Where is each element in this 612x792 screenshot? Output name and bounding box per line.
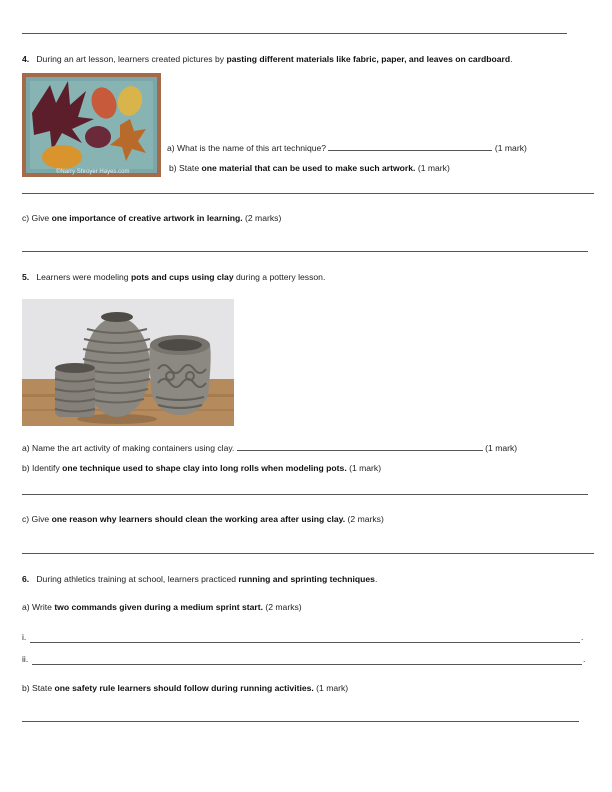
q4-c-bold: one importance of creative artwork in learning.	[51, 213, 243, 223]
q4-b-pre: b) State	[169, 163, 202, 173]
q5-c-marks: (2 marks)	[345, 514, 384, 524]
q6-stem	[22, 574, 377, 584]
q6-ii-label: ii.	[22, 654, 29, 664]
q6-a-item-ii	[22, 654, 28, 664]
q5-b-marks: (1 mark)	[346, 463, 382, 473]
q6-b-pre: b) State	[22, 683, 55, 693]
q6-stem-text: During athletics training at school, learners practiced	[36, 574, 239, 584]
q4-c-marks: (2 marks)	[242, 213, 282, 223]
q6-part-a	[22, 602, 302, 612]
q6-ii-end: .	[583, 654, 586, 664]
q4-collage-image	[22, 73, 161, 177]
q4-stem-end: .	[510, 54, 513, 64]
q5-part-b	[22, 463, 381, 473]
q6-b-answer-line[interactable]	[22, 721, 579, 722]
q6-a-item-i	[22, 632, 26, 642]
q4-a-label: a) What is the name of this art technique?	[167, 143, 327, 153]
q6-b-marks: (1 mark)	[313, 683, 349, 693]
q5-clay-pots-image	[22, 299, 234, 426]
q4-part-b	[169, 163, 450, 173]
decorated-coil-pot	[149, 335, 210, 415]
q5-part-c	[22, 514, 384, 524]
q5-c-pre: c) Give	[22, 514, 52, 524]
collage-watermark: ©Narry Shroyer Hayes.com	[56, 169, 130, 175]
q4-part-a	[167, 142, 527, 153]
q5-b-pre: b) Identify	[22, 463, 63, 473]
q6-stem-end: .	[374, 574, 378, 584]
q5-b-bold: one technique used to shape clay into long rolls when modeling pots.	[62, 463, 347, 473]
q6-number: 6.	[22, 574, 30, 584]
q5-a-answer-line[interactable]	[237, 442, 483, 451]
q4-number: 4.	[22, 54, 30, 64]
q4-c-answer-line[interactable]	[22, 251, 588, 252]
q6-part-b	[22, 683, 348, 693]
q5-a-label: a) Name the art activity of making containers using clay.	[22, 443, 235, 453]
q5-part-a	[22, 442, 517, 453]
small-coil-cup	[55, 363, 95, 417]
q5-c-answer-line[interactable]	[22, 553, 594, 554]
q4-a-answer-line[interactable]	[328, 142, 492, 151]
q5-stem-end: during a pottery lesson.	[233, 272, 326, 282]
q4-b-bold: one material that can be used to make such artwork.	[201, 163, 416, 173]
q6-i-end: .	[581, 632, 584, 642]
q4-stem-text: During an art lesson, learners created pictures by	[36, 54, 227, 64]
q5-a-marks: (1 mark)	[485, 443, 518, 453]
clay-pots-illustration	[22, 299, 234, 426]
q5-stem-bold: pots and cups using clay	[130, 272, 234, 282]
q4-b-marks: (1 mark)	[415, 163, 450, 173]
q6-b-bold: one safety rule learners should follow during running activities.	[54, 683, 314, 693]
q6-i-label: i.	[22, 632, 27, 642]
q5-stem	[22, 272, 325, 282]
q4-a-marks: (1 mark)	[494, 143, 527, 153]
q6-a-marks: (2 marks)	[262, 602, 302, 612]
q6-a-bold: two commands given during a medium sprint start.	[54, 602, 263, 612]
q5-number: 5.	[22, 272, 30, 282]
q6-a-pre: a) Write	[22, 602, 55, 612]
q4-part-c	[22, 213, 281, 223]
q4-c-pre: c) Give	[22, 213, 52, 223]
collage-illustration	[22, 73, 161, 177]
q5-c-bold: one reason why learners should clean the working area after using clay.	[51, 514, 346, 524]
q5-stem-text: Learners were modeling	[36, 272, 131, 282]
q6-stem-bold: running and sprinting techniques	[238, 574, 375, 584]
q5-b-answer-line[interactable]	[22, 494, 588, 495]
q4-stem	[22, 54, 513, 64]
q4-stem-bold: pasting different materials like fabric, paper, and leaves on cardboard	[226, 54, 511, 64]
top-rule	[22, 33, 567, 34]
q4-b-answer-line[interactable]	[22, 193, 594, 194]
q6-ii-answer-line[interactable]	[32, 664, 582, 665]
q6-i-answer-line[interactable]	[30, 642, 580, 643]
